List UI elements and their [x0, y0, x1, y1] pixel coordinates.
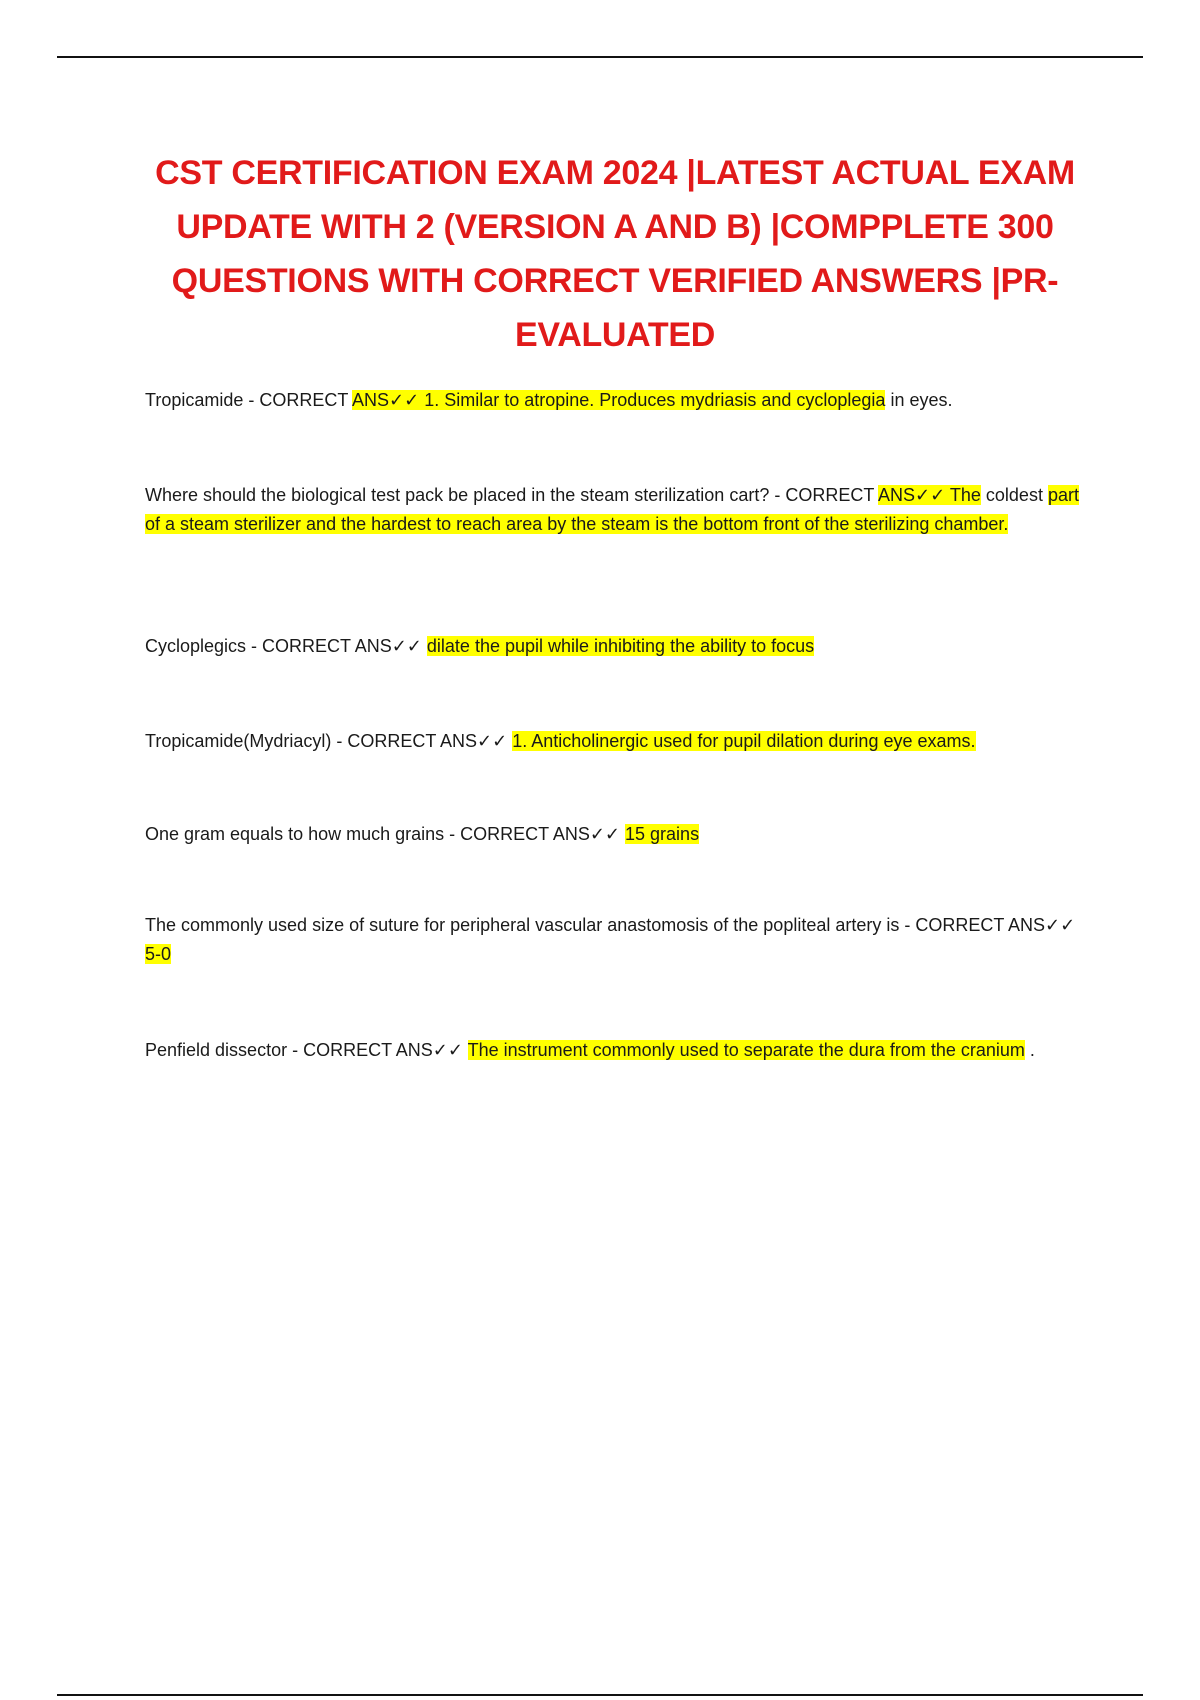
- answer-highlight: dilate the pupil while inhibiting the ability to focus: [426, 636, 815, 656]
- question-text: Where should the biological test pack be placed in the steam sterilization cart? - CORRECT: [145, 485, 879, 505]
- question-text: Penfield dissector - CORRECT ANS✓✓: [145, 1040, 468, 1060]
- answer-highlight: 5-0: [145, 944, 172, 964]
- answer-highlight: The instrument commonly used to separate the dura from the cranium: [467, 1040, 1025, 1060]
- answer-highlight: 1. Anticholinergic used for pupil dilation during eye exams.: [512, 731, 976, 751]
- qa-entry-gram-grains: [145, 820, 1080, 849]
- question-text: Tropicamide(Mydriacyl) - CORRECT ANS✓✓: [145, 731, 513, 751]
- answer-highlight: ANS✓✓ 1. Similar to atropine. Produces mydriasis and cycloplegia: [352, 390, 886, 410]
- trailing-text: in eyes.: [885, 390, 953, 410]
- answer-highlight: 15 grains: [625, 824, 700, 844]
- question-text: One gram equals to how much grains - CORRECT ANS✓✓: [145, 824, 626, 844]
- qa-entry-tropicamide: [145, 386, 1080, 415]
- answer-highlight-2: part of a steam sterilizer and the hardest to reach area by the steam is the bottom front of the sterilizing chamber.: [145, 485, 1079, 534]
- qa-entry-biological-test-pack: [145, 481, 1080, 539]
- answer-highlight: ANS✓✓ The: [878, 485, 981, 505]
- top-rule: [57, 56, 1143, 58]
- middle-text: coldest: [980, 485, 1048, 505]
- document-title: CST CERTIFICATION EXAM 2024 |LATEST ACTUAL EXAM UPDATE WITH 2 (VERSION A AND B) |COMPPLETE 300 QUESTIONS WITH CORRECT VERIFIED ANSWERS |PR-EVALUATED: [155, 154, 1075, 354]
- qa-entry-tropicamide-mydriacyl: [145, 727, 1080, 756]
- question-text: Tropicamide - CORRECT: [145, 390, 353, 410]
- bottom-rule: [57, 1694, 1143, 1696]
- qa-entry-suture-size: [145, 911, 1080, 969]
- qa-entry-penfield-dissector: [145, 1036, 1080, 1065]
- question-text: The commonly used size of suture for peripheral vascular anastomosis of the popliteal artery is - CORRECT ANS✓✓: [145, 915, 1076, 935]
- question-text: Cycloplegics - CORRECT ANS✓✓: [145, 636, 427, 656]
- trailing-text: .: [1024, 1040, 1035, 1060]
- qa-entry-cycloplegics: [145, 632, 1080, 661]
